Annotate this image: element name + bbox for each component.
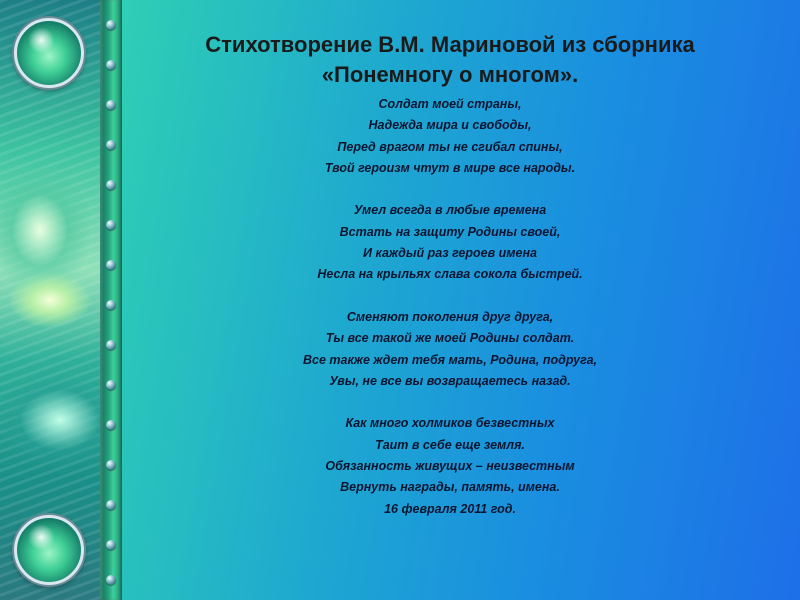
- bead-icon: [106, 140, 116, 150]
- bead-icon: [106, 300, 116, 310]
- title-line: Стихотворение В.М. Мариновой из сборника: [205, 32, 695, 57]
- bead-icon: [106, 100, 116, 110]
- beaded-border-strip: [100, 0, 122, 600]
- bead-icon: [106, 220, 116, 230]
- poem-line: Вернуть награды, память, имена.: [340, 480, 560, 495]
- poem-line: Как много холмиков безвестных: [345, 416, 555, 431]
- bead-icon: [106, 340, 116, 350]
- bead-icon: [106, 540, 116, 550]
- bead-icon: [106, 575, 116, 585]
- poem-line: Таит в себе еще земля.: [375, 437, 525, 452]
- poem-line: Надежда мира и свободы,: [368, 118, 532, 133]
- poem-line: Умел всегда в любые времена: [353, 203, 547, 218]
- poem-stanza: [130, 200, 770, 285]
- poem-line: И каждый раз героев имена: [363, 246, 537, 261]
- bead-icon: [106, 180, 116, 190]
- poem-line: Встать на защиту Родины своей,: [339, 224, 561, 239]
- poem-line: Обязанность живущих – неизвестным: [325, 459, 575, 474]
- fractal-decoration-panel: [0, 0, 100, 600]
- poem-line: Твой героизм чтут в мире все народы.: [324, 160, 576, 175]
- bead-icon: [106, 20, 116, 30]
- bead-icon: [106, 420, 116, 430]
- bead-icon: [106, 500, 116, 510]
- bead-icon: [106, 60, 116, 70]
- slide-title: [130, 30, 770, 90]
- bead-icon: [106, 380, 116, 390]
- poem-line: Сменяют поколения друг друга,: [346, 309, 554, 324]
- green-gem-icon: [14, 18, 84, 88]
- slide-content: [130, 0, 770, 600]
- poem-line: Солдат моей страны,: [378, 97, 522, 111]
- poem-line: Перед врагом ты не сгибал спины,: [337, 139, 563, 154]
- poem-line: Ты все такой же моей Родины солдат.: [325, 331, 575, 346]
- poem: [130, 94, 770, 520]
- green-gem-icon: [14, 515, 84, 585]
- bead-icon: [106, 260, 116, 270]
- poem-stanza: [130, 413, 770, 498]
- title-line: «Понемногу о многом».: [321, 62, 579, 87]
- poem-date: 16 февраля 2011 год.: [384, 501, 516, 516]
- poem-line: Все также ждет тебя мать, Родина, подруга,: [302, 352, 598, 367]
- poem-line: Несла на крыльях слава сокола быстрей.: [317, 267, 583, 282]
- bead-icon: [106, 460, 116, 470]
- poem-stanza: [130, 307, 770, 392]
- poem-line: Увы, не все вы возвращаетесь назад.: [329, 373, 571, 388]
- poem-stanza: [130, 94, 770, 179]
